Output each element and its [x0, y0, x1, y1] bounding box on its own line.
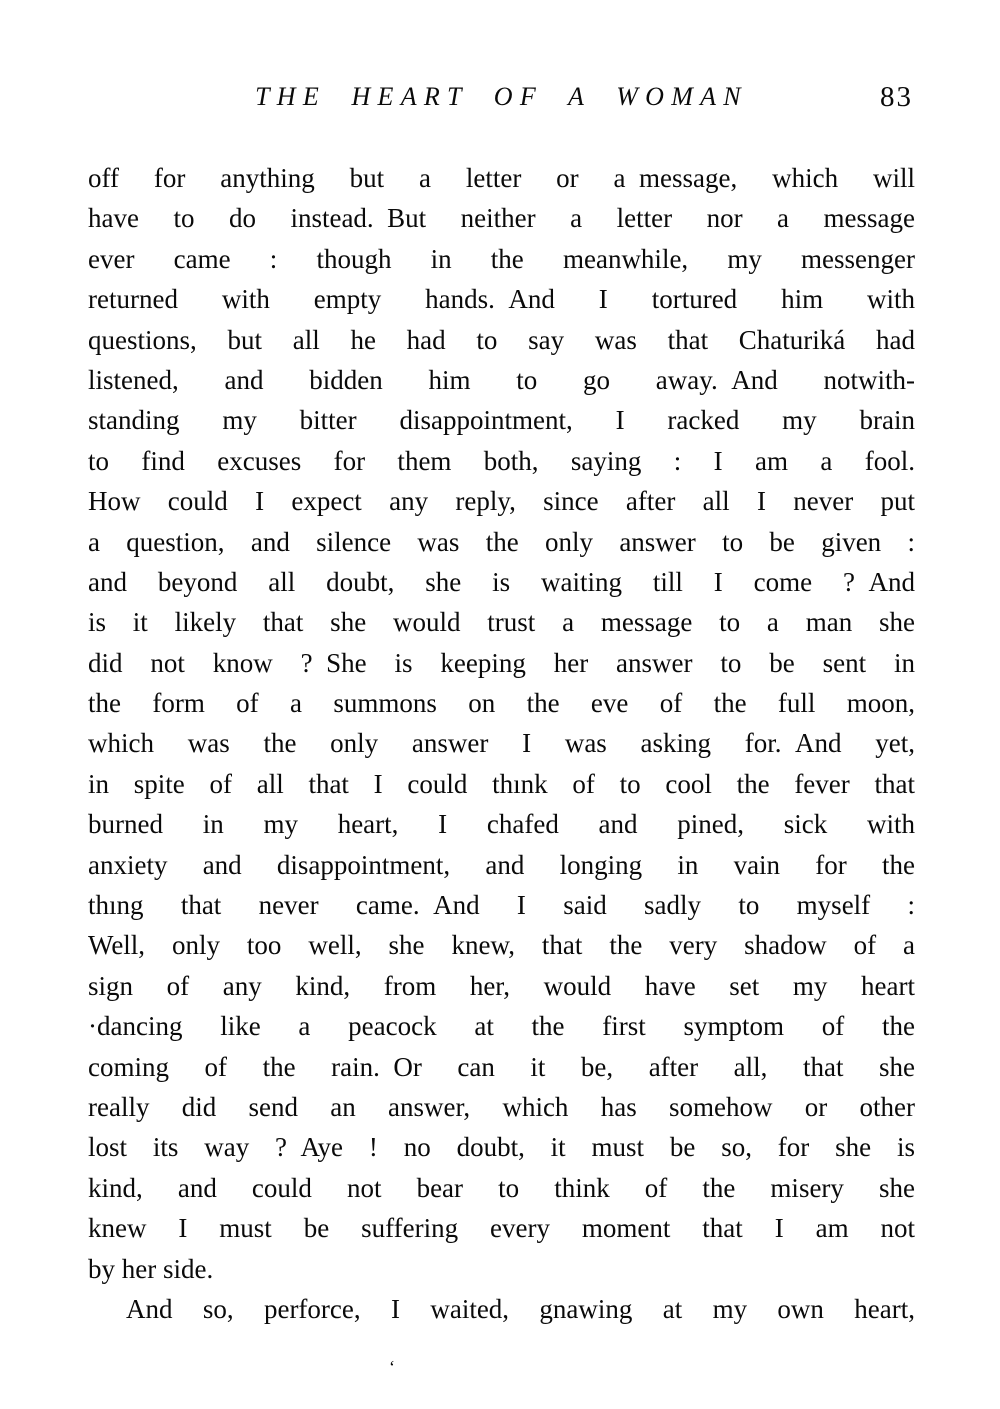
- text-line: off for anything but a letter or a message, which will: [88, 163, 915, 193]
- body-text: [88, 158, 915, 1329]
- text-line: to find excuses for them both, saying : I am a fool.: [88, 445, 915, 476]
- text-line: the form of a summons on the eve of the full moon,: [88, 688, 915, 719]
- text-line: returned with empty hands. And I tortured him with: [88, 284, 915, 315]
- text-line: anxiety and disappointment, and longing in vain for the: [88, 849, 915, 880]
- running-head: [88, 82, 915, 116]
- text-line: thıng that never came. And I said sadly to myself :: [88, 890, 915, 921]
- page-title: THE HEART OF A WOMAN: [255, 82, 748, 111]
- text-line: in spite of all that I could thınk of to cool the fever that: [88, 768, 915, 799]
- text-line: How could I expect any reply, since after all I never put: [88, 486, 915, 517]
- text-line: Well, only too well, she knew, that the very shadow of a: [88, 930, 915, 961]
- text-line-paragraph-end: by her side.: [88, 1253, 214, 1284]
- text-line: sign of any kind, from her, would have set my heart: [88, 970, 915, 1001]
- text-line: did not know ? She is keeping her answer to be sent in: [88, 647, 915, 678]
- text-line: is it likely that she would trust a message to a man she: [88, 607, 915, 638]
- text-line: listened, and bidden him to go away. And notwith-: [88, 364, 915, 395]
- text-line: knew I must be suffering every moment that I am not: [88, 1213, 915, 1244]
- text-line: burned in my heart, I chafed and pined, sick with: [88, 809, 915, 840]
- page-number: 83: [880, 81, 913, 113]
- text-line: really did send an answer, which has somehow or other: [88, 1091, 915, 1122]
- text-line: questions, but all he had to say was that Chaturiká had: [88, 324, 915, 355]
- text-line: standing my bitter disappointment, I racked my brain: [88, 405, 915, 436]
- text-line: ever came : though in the meanwhile, my messenger: [88, 243, 915, 274]
- text-line: and beyond all doubt, she is waiting till I come ? And: [88, 566, 915, 597]
- text-line: ·dancing like a peacock at the first symptom of the: [88, 1011, 915, 1042]
- text-line-paragraph-start: And so, perforce, I waited, gnawing at my own heart,: [126, 1293, 915, 1324]
- text-line: coming of the rain. Or can it be, after all, that she: [88, 1051, 915, 1082]
- text-line: kind, and could not bear to think of the misery she: [88, 1172, 915, 1203]
- ink-speck-artifact: ʻ: [389, 1357, 395, 1377]
- text-line: lost its way ? Aye ! no doubt, it must be so, for she is: [88, 1132, 915, 1163]
- text-line: have to do instead. But neither a letter nor a message: [88, 203, 915, 234]
- text-line: which was the only answer I was asking for. And yet,: [88, 728, 915, 759]
- text-line: a question, and silence was the only answer to be given :: [88, 526, 915, 557]
